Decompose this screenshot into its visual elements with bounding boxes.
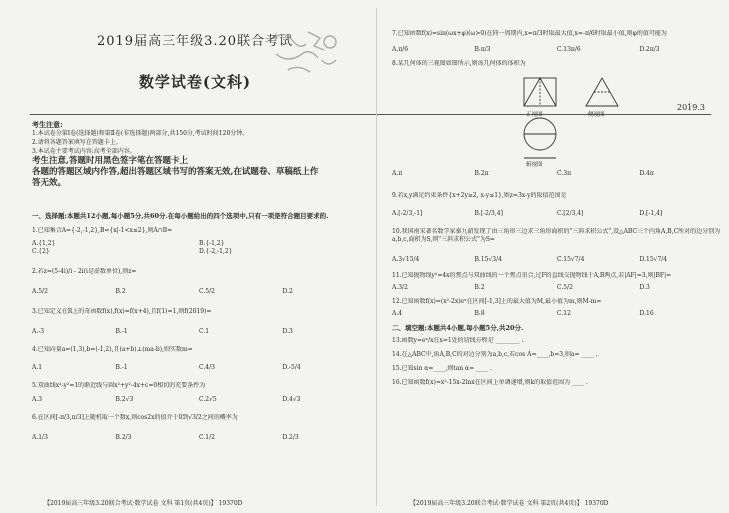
notice-box (32, 120, 362, 189)
option-c: C.5/2 (199, 288, 215, 295)
option-a: A.[-2/3,-1] (392, 210, 423, 217)
option-a: A.3√15/4 (392, 256, 420, 263)
seal-stamp-icon (268, 24, 348, 82)
page-divider (376, 8, 377, 506)
option-a: A.3/2 (392, 284, 408, 291)
question-2 (32, 268, 366, 296)
footer-right: 【2019届高三年级3.20联合考试·数学试卷 文科 第2页(共4页)】 19370D (410, 500, 609, 507)
question-stem: 9.若x,y满足约束条件{x+2y≥2, x-y≤1},则z=3x-y的取值范围是 (392, 192, 567, 199)
right-questions (392, 30, 722, 387)
question-stem: 4.已知向量a=(1,3),b=(-1,2),且(a+b)⊥(ma-b),则实数m= (32, 346, 193, 353)
option-b: B.-1 (115, 364, 128, 371)
option-b: B.2/3 (115, 434, 132, 441)
notice-title: 考生注意: (32, 120, 63, 129)
question-13: 13.函数y=eˣ/x在x=1处的切线方程是 ________ . (392, 337, 524, 344)
notice-bold-line: 答无效。 (32, 178, 67, 188)
question-stem: 10.我国南宋著名数学家秦九韶发现了由三角形三边求三角形面积的"三斜求积公式",设△ABC三个内角A,B,C所对的边分别为a,b,c,面积为S,则"三斜求积公式"为S= (392, 228, 721, 243)
notice-bold-line: 考生注意,答题时用黑色签字笔在答题卡上 (32, 156, 188, 166)
exam-title: 2019届高三年级3.20联合考试 (96, 34, 294, 49)
option-c: C.4/3 (199, 364, 215, 371)
option-b: B.π/3 (474, 46, 491, 53)
question-12 (392, 298, 722, 318)
option-c: C.1 (199, 328, 210, 335)
option-b: B.{-1,2} (199, 240, 225, 247)
top-view-label: 俯视图 (526, 162, 543, 168)
question-stem: 1.已知集合A={-2,-1,2},B={x|-1<x≤2},则A∩B= (32, 227, 173, 234)
option-d: D.4√3 (282, 396, 301, 403)
three-view-figure (392, 68, 722, 166)
option-d: D.{-2,-1,2} (199, 248, 233, 255)
question-stem: 3.已知定义在R上的奇函数f(x),f(x)=f(x+4),且f(1)=1,则f(2019)= (32, 308, 212, 315)
option-c: C.{2} (32, 248, 50, 255)
option-b: B.2 (474, 284, 485, 291)
option-d: D.16 (639, 310, 654, 317)
option-c: C.12 (557, 310, 571, 317)
option-b: B.15√3/4 (474, 256, 502, 263)
question-1 (32, 227, 366, 256)
option-a: A.π (392, 170, 403, 177)
footer-left: 【2019届高三年级3.20联合考试·数学试卷 文科 第1页(共4页)】 19370D (44, 500, 243, 507)
option-a: A.1/3 (32, 434, 48, 441)
option-b: B.8 (474, 310, 485, 317)
option-d: D.-5/4 (282, 364, 301, 371)
question-stem: 7.已知函数f(x)=sin(ωx+φ)(ω>0)在同一周期内,x=π/3时取最大值,x=-π/6时取最小值,则φ的值可能为 (392, 30, 667, 37)
exam-subtitle: 数学试卷(文科) (138, 73, 252, 91)
option-c: C.5/2 (557, 284, 573, 291)
question-3 (32, 308, 366, 336)
option-d: D.2 (282, 288, 293, 295)
section-choice-heading: 一、选择题:本题共12小题,每小题5分,共60分.在每小题给出的四个选项中,只有一项是符合题目要求的. (32, 212, 329, 220)
option-b: B.2π (474, 170, 489, 177)
front-view-label: 正视图 (526, 112, 543, 118)
question-10 (392, 228, 722, 264)
notice-item: 1.本试卷分第Ⅰ卷(选择题)和第Ⅱ卷(非选择题)两部分,共150分,考试时间120分钟。 (32, 130, 249, 137)
option-d: D.4π (639, 170, 654, 177)
option-b: B.2√3 (115, 396, 134, 403)
option-a: A.1 (32, 364, 43, 371)
question-stem: 6.在区间[-π/3,π/3]上随机取一个数x,则cos2x的值介于0到√3/2之间的概率为 (32, 414, 238, 421)
side-view-label: 侧视图 (588, 112, 605, 118)
option-a: A.{1,2} (32, 240, 56, 247)
notice-item: 2.请将各题答案填写在答题卡上。 (32, 139, 122, 146)
option-b: B.[-2/3,4] (474, 210, 503, 217)
option-a: A.4 (392, 310, 403, 317)
option-a: A.3 (32, 396, 43, 403)
question-stem: 11.已知抛物线y²=4x的焦点与双曲线的一个焦点重合,过F的直线交抛物线于A,B两点,若|AF|=3,则|BF|= (392, 272, 672, 279)
question-4 (32, 346, 366, 372)
question-8 (392, 60, 722, 178)
option-a: A.π/6 (392, 46, 409, 53)
question-stem: 12.已知函数f(x)=(x²-2x)eˣ在区间[-1,3]上的最大值为M,最小值为m,则M-m= (392, 298, 602, 305)
option-d: D.15√7/4 (639, 256, 668, 263)
option-d: D.3 (639, 284, 650, 291)
option-c: C.2√5 (199, 396, 217, 403)
section-fill-heading: 二、填空题:本题共4小题,每小题5分,共20分. (392, 324, 524, 332)
three-view-diagram-icon (510, 72, 650, 166)
question-11 (392, 272, 722, 292)
option-b: B.-1 (115, 328, 128, 335)
question-16: 16.已知函数f(x)=x²-15x-2lnx在区间上单调递增,则k的取值范围为 ____ . (392, 379, 588, 386)
left-questions (32, 212, 366, 442)
question-stem: 2.若z=(5-4i)/i - 2i(i是虚数单位),则z= (32, 268, 137, 275)
option-c: C.13π/6 (557, 46, 581, 53)
option-a: A.-3 (32, 328, 45, 335)
question-14: 14.在△ABC中,角A,B,C的对边分别为a,b,c,若cos A=____,b=3,则a= ____ . (392, 351, 598, 358)
question-6 (32, 414, 366, 442)
question-stem: 8.某几何体的三视图如图所示,则该几何体的体积为 (392, 60, 526, 67)
option-d: D.2π/3 (639, 46, 660, 53)
question-15: 15.已知sin α=____,则tan α= ____ . (392, 365, 492, 372)
option-d: D.2/3 (282, 434, 299, 441)
notice-bold-line: 各题的答题区域内作答,超出答题区域书写的答案无效,在试题卷、草稿纸上作 (32, 167, 319, 177)
option-c: C.3π (557, 170, 572, 177)
notice-item: 3.本试卷主要考试内容:高考全部内容。 (32, 148, 136, 155)
exam-date: 2019.3 (677, 103, 705, 112)
option-d: D.3 (282, 328, 293, 335)
question-9 (392, 192, 722, 218)
option-c: C.1/2 (199, 434, 215, 441)
option-c: C.15√7/4 (557, 256, 585, 263)
option-a: A.5/2 (32, 288, 48, 295)
option-d: D.[-1,4] (639, 210, 663, 217)
option-c: C.[2/3,4] (557, 210, 584, 217)
question-7 (392, 30, 722, 54)
question-5 (32, 382, 366, 404)
question-stem: 5.双曲线x²-y²=1的渐近线与圆x²+y²-4x+c=0相切的充要条件为 (32, 382, 206, 389)
option-b: B.2 (115, 288, 126, 295)
